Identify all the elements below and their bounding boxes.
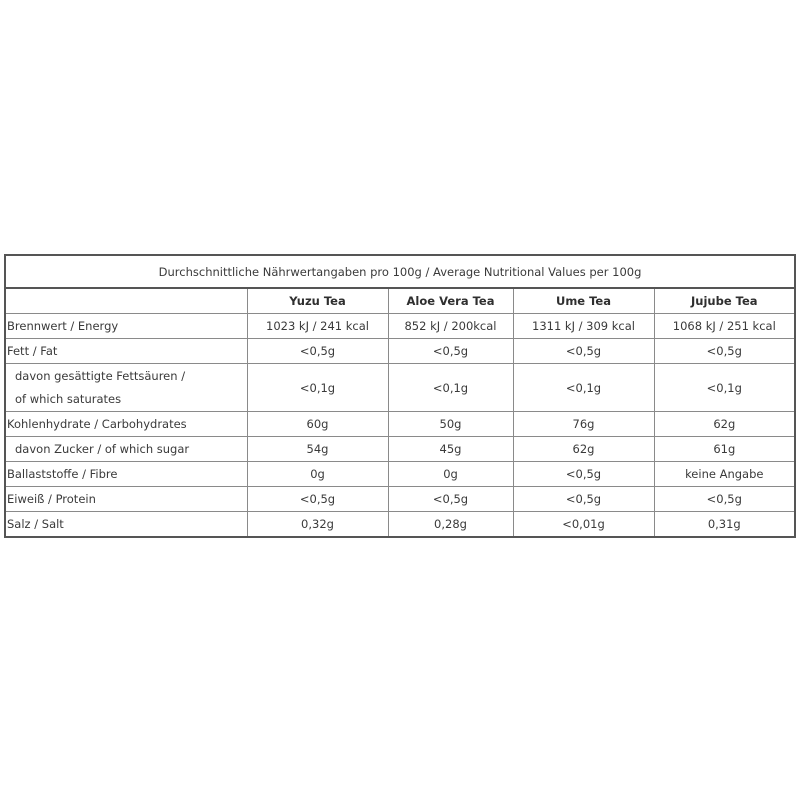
- row-sugar: [5, 437, 795, 462]
- table-caption: Durchschnittliche Nährwertangaben pro 100g / Average Nutritional Values per 100g: [5, 255, 795, 288]
- cell-value: 61g: [654, 437, 795, 462]
- cell-value: <0,1g: [513, 364, 654, 412]
- cell-value: <0,1g: [247, 364, 388, 412]
- cell-value: 62g: [513, 437, 654, 462]
- row-label: Eiweiß / Protein: [5, 487, 247, 512]
- cell-value: keine Angabe: [654, 462, 795, 487]
- table-caption-row: [5, 255, 795, 288]
- row-saturates: [5, 364, 795, 412]
- row-fat: [5, 339, 795, 364]
- nutrition-table-container: [4, 254, 794, 538]
- cell-value: <0,5g: [247, 339, 388, 364]
- row-label: davon Zucker / of which sugar: [5, 437, 247, 462]
- header-jujube-tea: Jujube Tea: [654, 288, 795, 314]
- cell-value: <0,01g: [513, 512, 654, 538]
- header-aloe-vera-tea: Aloe Vera Tea: [388, 288, 513, 314]
- cell-value: 852 kJ / 200kcal: [388, 314, 513, 339]
- cell-value: <0,1g: [388, 364, 513, 412]
- cell-value: <0,5g: [388, 339, 513, 364]
- cell-value: 60g: [247, 412, 388, 437]
- header-empty-cell: [5, 288, 247, 314]
- cell-value: <0,5g: [513, 487, 654, 512]
- row-label: Salz / Salt: [5, 512, 247, 538]
- row-label: Kohlenhydrate / Carbohydrates: [5, 412, 247, 437]
- row-label: Fett / Fat: [5, 339, 247, 364]
- header-yuzu-tea: Yuzu Tea: [247, 288, 388, 314]
- cell-value: <0,5g: [388, 487, 513, 512]
- row-energy: [5, 314, 795, 339]
- row-label-line-2: of which saturates: [15, 391, 122, 406]
- row-fibre: [5, 462, 795, 487]
- row-label-line-1: davon gesättigte Fettsäuren /: [15, 368, 186, 383]
- cell-value: <0,5g: [654, 487, 795, 512]
- cell-value: 45g: [388, 437, 513, 462]
- cell-value: 50g: [388, 412, 513, 437]
- cell-value: 0,28g: [388, 512, 513, 538]
- row-salt: [5, 512, 795, 538]
- cell-value: 1068 kJ / 251 kcal: [654, 314, 795, 339]
- cell-value: <0,1g: [654, 364, 795, 412]
- nutrition-table: [4, 254, 796, 538]
- cell-value: 0,31g: [654, 512, 795, 538]
- cell-value: 1311 kJ / 309 kcal: [513, 314, 654, 339]
- cell-value: 62g: [654, 412, 795, 437]
- cell-value: 76g: [513, 412, 654, 437]
- cell-value: 1023 kJ / 241 kcal: [247, 314, 388, 339]
- cell-value: 54g: [247, 437, 388, 462]
- row-protein: [5, 487, 795, 512]
- row-carbohydrates: [5, 412, 795, 437]
- cell-value: <0,5g: [513, 339, 654, 364]
- cell-value: 0,32g: [247, 512, 388, 538]
- row-label: [5, 364, 247, 412]
- header-ume-tea: Ume Tea: [513, 288, 654, 314]
- row-label: Brennwert / Energy: [5, 314, 247, 339]
- table-header-row: [5, 288, 795, 314]
- cell-value: <0,5g: [247, 487, 388, 512]
- cell-value: <0,5g: [654, 339, 795, 364]
- cell-value: <0,5g: [513, 462, 654, 487]
- row-label: Ballaststoffe / Fibre: [5, 462, 247, 487]
- cell-value: 0g: [388, 462, 513, 487]
- cell-value: 0g: [247, 462, 388, 487]
